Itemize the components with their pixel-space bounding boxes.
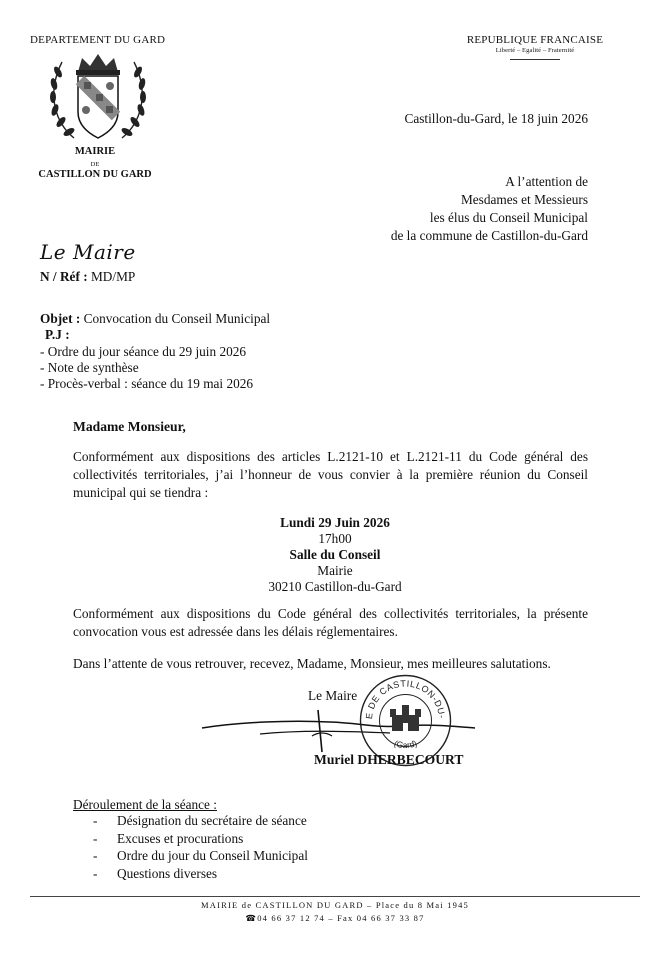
sender-title-script: Le Maire: [40, 240, 136, 264]
attachment-item: - Ordre du jour séance du 29 juin 2026: [40, 344, 247, 359]
meeting-address: 30210 Castillon-du-Gard: [268, 579, 402, 594]
object-label: Objet :: [40, 311, 81, 326]
agenda-title: Déroulement de la séance :: [73, 797, 217, 812]
recipient-line4: de la commune de Castillon-du-Gard: [390, 228, 588, 243]
attachment-item: - Procès-verbal : séance du 19 mai 2026: [40, 376, 254, 391]
signatory-name: Muriel DHERBECOURT: [314, 752, 464, 767]
coat-of-arms-logo: [44, 50, 152, 144]
republic-label: REPUBLIQUE FRANCAISE: [466, 34, 604, 46]
recipient-line1: A l’attention de: [505, 174, 588, 189]
de-label: DE: [90, 161, 100, 168]
meeting-building: Mairie: [317, 563, 353, 578]
footer-address: MAIRIE de CASTILLON DU GARD – Place du 8 Mai 1945: [201, 900, 469, 910]
delay-paragraph: Conformément aux dispositions du Code général des collectivités territoriales, la présente convocation vous est adressée dans les délais réglementaires.: [73, 606, 588, 639]
agenda-item: - Questions diverses: [93, 865, 308, 883]
signature-role: Le Maire: [308, 688, 358, 703]
reference-label: N / Réf :: [40, 269, 88, 284]
meeting-room: Salle du Conseil: [289, 547, 381, 562]
attachments-label: P.J :: [45, 327, 70, 342]
footer-phone: ☎04 66 37 12 74 – Fax 04 66 37 33 87: [245, 913, 425, 923]
attachment-item: - Note de synthèse: [40, 360, 139, 375]
recipient-line2: Mesdames et Messieurs: [460, 192, 588, 207]
salutation: Madame Monsieur,: [73, 419, 186, 434]
stamp-top-text: E DE CASTILLON-DU-: [363, 678, 448, 720]
footer-divider: [30, 896, 640, 897]
reference-value: MD/MP: [90, 269, 136, 284]
commune-label: CASTILLON DU GARD: [38, 169, 152, 180]
agenda-item: - Excuses et procurations: [93, 830, 308, 848]
object-value: Convocation du Conseil Municipal: [83, 311, 271, 326]
agenda-item: - Ordre du jour du Conseil Municipal: [93, 847, 308, 865]
mairie-label: MAIRIE: [74, 146, 116, 157]
closing-paragraph: Dans l’attente de vous retrouver, recevez, Madame, Monsieur, mes meilleures salutations.: [73, 656, 551, 671]
place-date: Castillon-du-Gard, le 18 juin 2026: [404, 111, 588, 126]
motto-divider: [510, 59, 560, 60]
stamp-bottom-text: (Gard): [392, 738, 419, 751]
reference-line: [40, 269, 135, 285]
meeting-time: 17h00: [318, 531, 352, 546]
object-line: [40, 311, 270, 327]
agenda-list: [93, 812, 308, 882]
motto-label: Liberté – Egalité – Fraternité: [495, 47, 575, 54]
svg-text:(Gard): [393, 738, 419, 750]
meeting-date: Lundi 29 Juin 2026: [280, 515, 390, 530]
department-label: DEPARTEMENT DU GARD: [30, 34, 166, 46]
recipient-line3: les élus du Conseil Municipal: [429, 210, 588, 225]
agenda-item: - Désignation du secrétaire de séance: [93, 812, 308, 830]
intro-paragraph: Conformément aux dispositions des articles L.2121-10 et L.2121-11 du Code général des collectivités territoriales, j’ai l’honneur de vous convier à la première réunion du Conseil municipal qui se tiendra :: [73, 449, 588, 500]
